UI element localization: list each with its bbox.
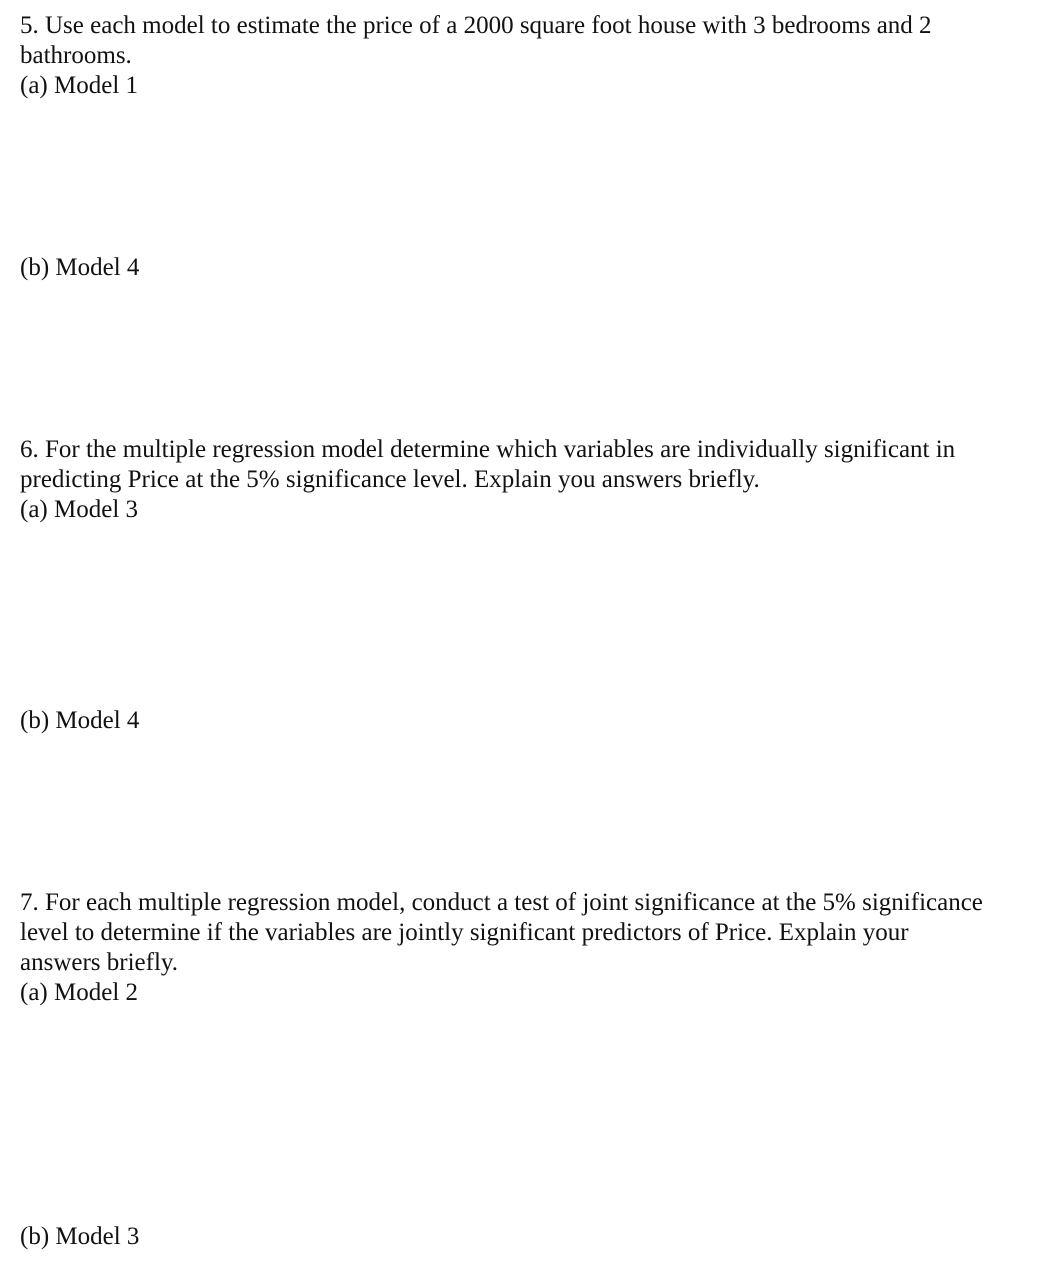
question-7-line-3: answers briefly.: [20, 949, 179, 976]
question-6-line-2: predicting Price at the 5% significance level. Explain you answers briefly.: [20, 466, 760, 493]
question-6-line-1: 6. For the multiple regression model determine which variables are individually significant in: [20, 436, 956, 463]
question-7-part-a: (a) Model 2: [20, 979, 139, 1006]
question-7-prompt: [20, 888, 1050, 978]
question-6-prompt: [20, 435, 1050, 495]
question-7-line-1: 7. For each multiple regression model, conduct a test of joint significance at the 5% significance: [20, 889, 983, 916]
question-5: [20, 11, 1050, 101]
question-5-line-1: 5. Use each model to estimate the price of a 2000 square foot house with 3 bedrooms and 2: [20, 12, 932, 39]
question-6: [20, 435, 1050, 525]
question-7-part-b-block: [20, 1222, 1050, 1252]
question-5-part-b-block: [20, 253, 1050, 283]
question-7-line-2: level to determine if the variables are jointly significant predictors of Price. Explain your: [20, 919, 909, 946]
question-7-part-b: (b) Model 3: [20, 1223, 140, 1250]
question-7: [20, 888, 1050, 1008]
question-6-part-b-block: [20, 706, 1050, 736]
question-6-part-a: (a) Model 3: [20, 496, 139, 523]
question-5-prompt: [20, 11, 1050, 71]
question-5-part-b: (b) Model 4: [20, 254, 140, 281]
question-5-line-2: bathrooms.: [20, 42, 132, 69]
question-6-part-b: (b) Model 4: [20, 707, 140, 734]
question-5-part-a: (a) Model 1: [20, 72, 139, 99]
